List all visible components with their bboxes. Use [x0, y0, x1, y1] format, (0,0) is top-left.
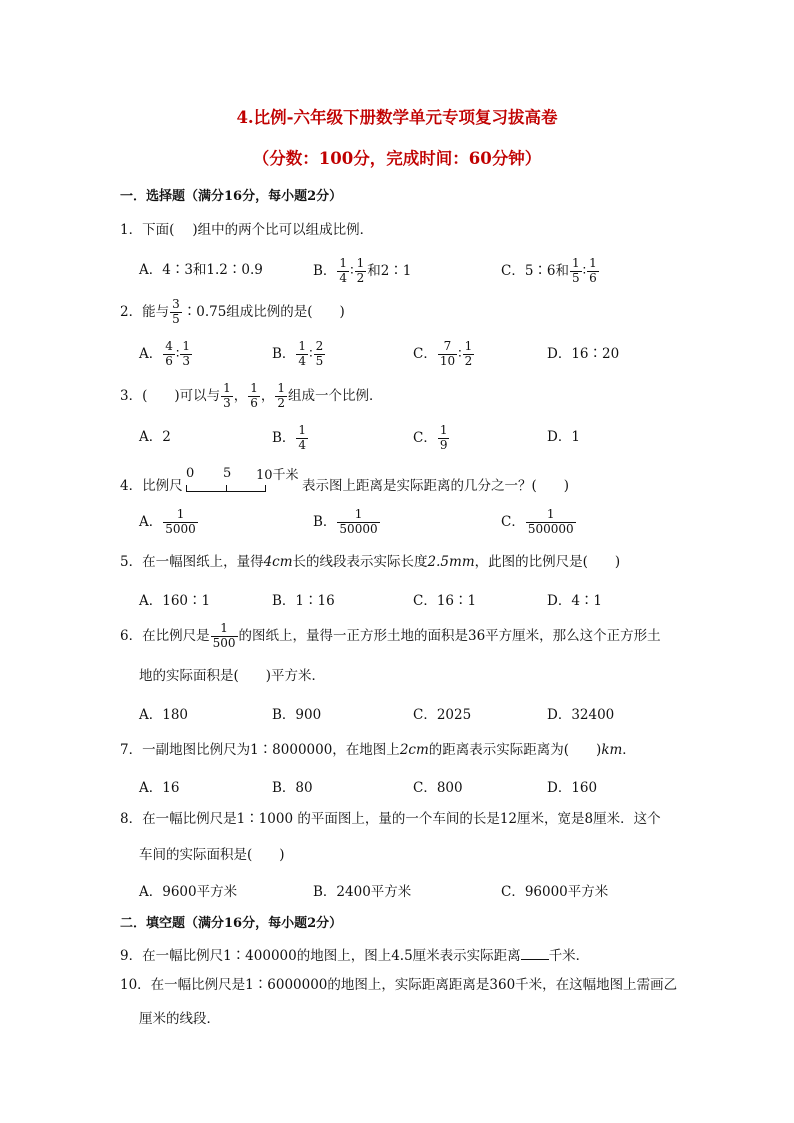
- fraction: $\frac{1}{500}$: [212, 621, 236, 650]
- scale-label-0: 0: [186, 466, 195, 481]
- q2-option-d[interactable]: D．16∶20: [547, 346, 620, 362]
- q1-option-b[interactable]: B． $\frac{1}{4}$ ∶ $\frac{1}{2}$ 和2∶1: [313, 256, 412, 285]
- q7-option-b[interactable]: B．80: [272, 780, 313, 796]
- scale-tick-10: [265, 485, 266, 492]
- fraction: $\frac{1}{5}$: [572, 256, 580, 285]
- fraction: $\frac{1}{2}$: [464, 339, 473, 368]
- question-6-line2: 地的实际面积是( )平方米．: [139, 668, 326, 684]
- answer-blank[interactable]: [521, 947, 549, 960]
- q4-option-c[interactable]: C． $\frac{1}{500000}$: [501, 507, 574, 536]
- fraction: $\frac{1}{9}$: [439, 423, 448, 452]
- question-2: 2．能与 $\frac{3}{5}$ ∶0.75组成比例的是( ): [120, 297, 345, 326]
- question-4-text: 表示图上距离是实际距离的几分之一？( ): [302, 478, 570, 494]
- fraction: $\frac{1}{500000}$: [527, 507, 574, 536]
- q4-option-b[interactable]: B． $\frac{1}{50000}$: [313, 507, 378, 536]
- question-7: 7．一副地图比例尺为1∶8000000，在地图上2cm的距离表示实际距离为( )km．: [120, 742, 636, 758]
- q6-option-c[interactable]: C．2025: [413, 707, 472, 723]
- q5-option-b[interactable]: B．1∶16: [272, 593, 335, 609]
- scale-tick-5: [226, 485, 227, 492]
- fraction: $\frac{1}{6}$: [589, 256, 597, 285]
- section-heading-fill: 二．填空题（满分16分，每小题2分）: [120, 916, 343, 931]
- q2-option-a[interactable]: A． $\frac{4}{6}$ ∶ $\frac{1}{3}$: [139, 339, 191, 368]
- fraction: $\frac{4}{6}$: [165, 339, 173, 368]
- scale-label-10: 10千米: [256, 468, 299, 483]
- fraction: $\frac{3}{5}$: [172, 297, 180, 326]
- q7-option-a[interactable]: A．16: [139, 780, 180, 796]
- q4-option-a[interactable]: A． $\frac{1}{5000}$: [139, 507, 196, 536]
- fraction: $\frac{1}{3}$: [182, 339, 191, 368]
- page-title: 4.比例-六年级下册数学单元专项复习拔高卷: [236, 108, 558, 127]
- scale-tick-0: [186, 485, 187, 492]
- q1-option-a[interactable]: A．4∶3和1.2∶0.9: [139, 262, 263, 278]
- question-1: 1．下面( )组中的两个比可以组成比例．: [120, 222, 374, 238]
- fraction: $\frac{1}{4}$: [298, 423, 307, 452]
- q2-option-c[interactable]: C． $\frac{7}{10}$ ∶ $\frac{1}{2}$: [413, 339, 473, 368]
- fraction: $\frac{1}{2}$: [356, 256, 365, 285]
- question-10-line2: 厘米的线段．: [139, 1011, 220, 1027]
- q6-option-d[interactable]: D．32400: [547, 707, 615, 723]
- q6-option-b[interactable]: B．900: [272, 707, 322, 723]
- q3-option-d[interactable]: D．1: [547, 429, 580, 445]
- fraction: $\frac{2}{5}$: [315, 339, 324, 368]
- question-10: 10．在一幅比例尺是1∶6000000的地图上，实际距离距离是360千米，在这幅地图上需画乙: [120, 977, 678, 993]
- question-3: 3．( )可以与 $\frac{1}{3}$ ， $\frac{1}{6}$ ， $\frac{1}{2}$ 组成一个比例．: [120, 381, 383, 410]
- q5-option-c[interactable]: C．16∶1: [413, 593, 477, 609]
- q7-option-c[interactable]: C．800: [413, 780, 463, 796]
- q3-option-b[interactable]: B． $\frac{1}{4}$: [272, 423, 307, 452]
- question-8-line2: 车间的实际面积是( ): [139, 847, 285, 863]
- question-8: 8．在一幅比例尺是1∶1000 的平面图上，量的一个车间的长是12厘米，宽是8厘米．这个: [120, 811, 661, 827]
- section-heading-choice: 一．选择题（满分16分，每小题2分）: [120, 189, 343, 204]
- fraction: $\frac{7}{10}$: [439, 339, 456, 368]
- fraction: $\frac{1}{4}$: [298, 339, 307, 368]
- q8-option-a[interactable]: A．9600平方米: [139, 884, 238, 900]
- question-5: 5．在一幅图纸上，量得4cm长的线段表示实际长度2.5mm，此图的比例尺是( ): [120, 554, 621, 570]
- question-4-prefix: 4．比例尺: [120, 478, 183, 494]
- question-9: 9．在一幅比例尺1∶400000的地图上，图上4.5厘米表示实际距离 千米．: [120, 948, 590, 964]
- q7-option-d[interactable]: D．160: [547, 780, 598, 796]
- q2-option-b[interactable]: B． $\frac{1}{4}$ ∶ $\frac{2}{5}$: [272, 339, 324, 368]
- fraction: $\frac{1}{4}$: [339, 256, 348, 285]
- q5-option-d[interactable]: D．4∶1: [547, 593, 603, 609]
- q1-option-c[interactable]: C．5∶6和 $\frac{1}{5}$ ∶ $\frac{1}{6}$: [501, 256, 597, 285]
- q3-option-a[interactable]: A．2: [139, 429, 171, 445]
- page-subtitle: （分数：100分，完成时间：60分钟）: [252, 149, 542, 168]
- question-6: 6．在比例尺是 $\frac{1}{500}$ 的图纸上，量得一正方形土地的面积是36平方厘米，那么这个正方形土: [120, 621, 661, 650]
- fraction: $\frac{1}{50000}$: [339, 507, 378, 536]
- q8-option-c[interactable]: C．96000平方米: [501, 884, 609, 900]
- q5-option-a[interactable]: A．160∶1: [139, 593, 211, 609]
- scale-label-5: 5: [223, 466, 232, 481]
- q8-option-b[interactable]: B．2400平方米: [313, 884, 412, 900]
- q6-option-a[interactable]: A．180: [139, 707, 189, 723]
- q3-option-c[interactable]: C． $\frac{1}{9}$: [413, 423, 448, 452]
- fraction: $\frac{1}{3}$: [223, 381, 231, 410]
- fraction: $\frac{1}{6}$: [250, 381, 258, 410]
- fraction: $\frac{1}{2}$: [277, 381, 286, 410]
- fraction: $\frac{1}{5000}$: [165, 507, 196, 536]
